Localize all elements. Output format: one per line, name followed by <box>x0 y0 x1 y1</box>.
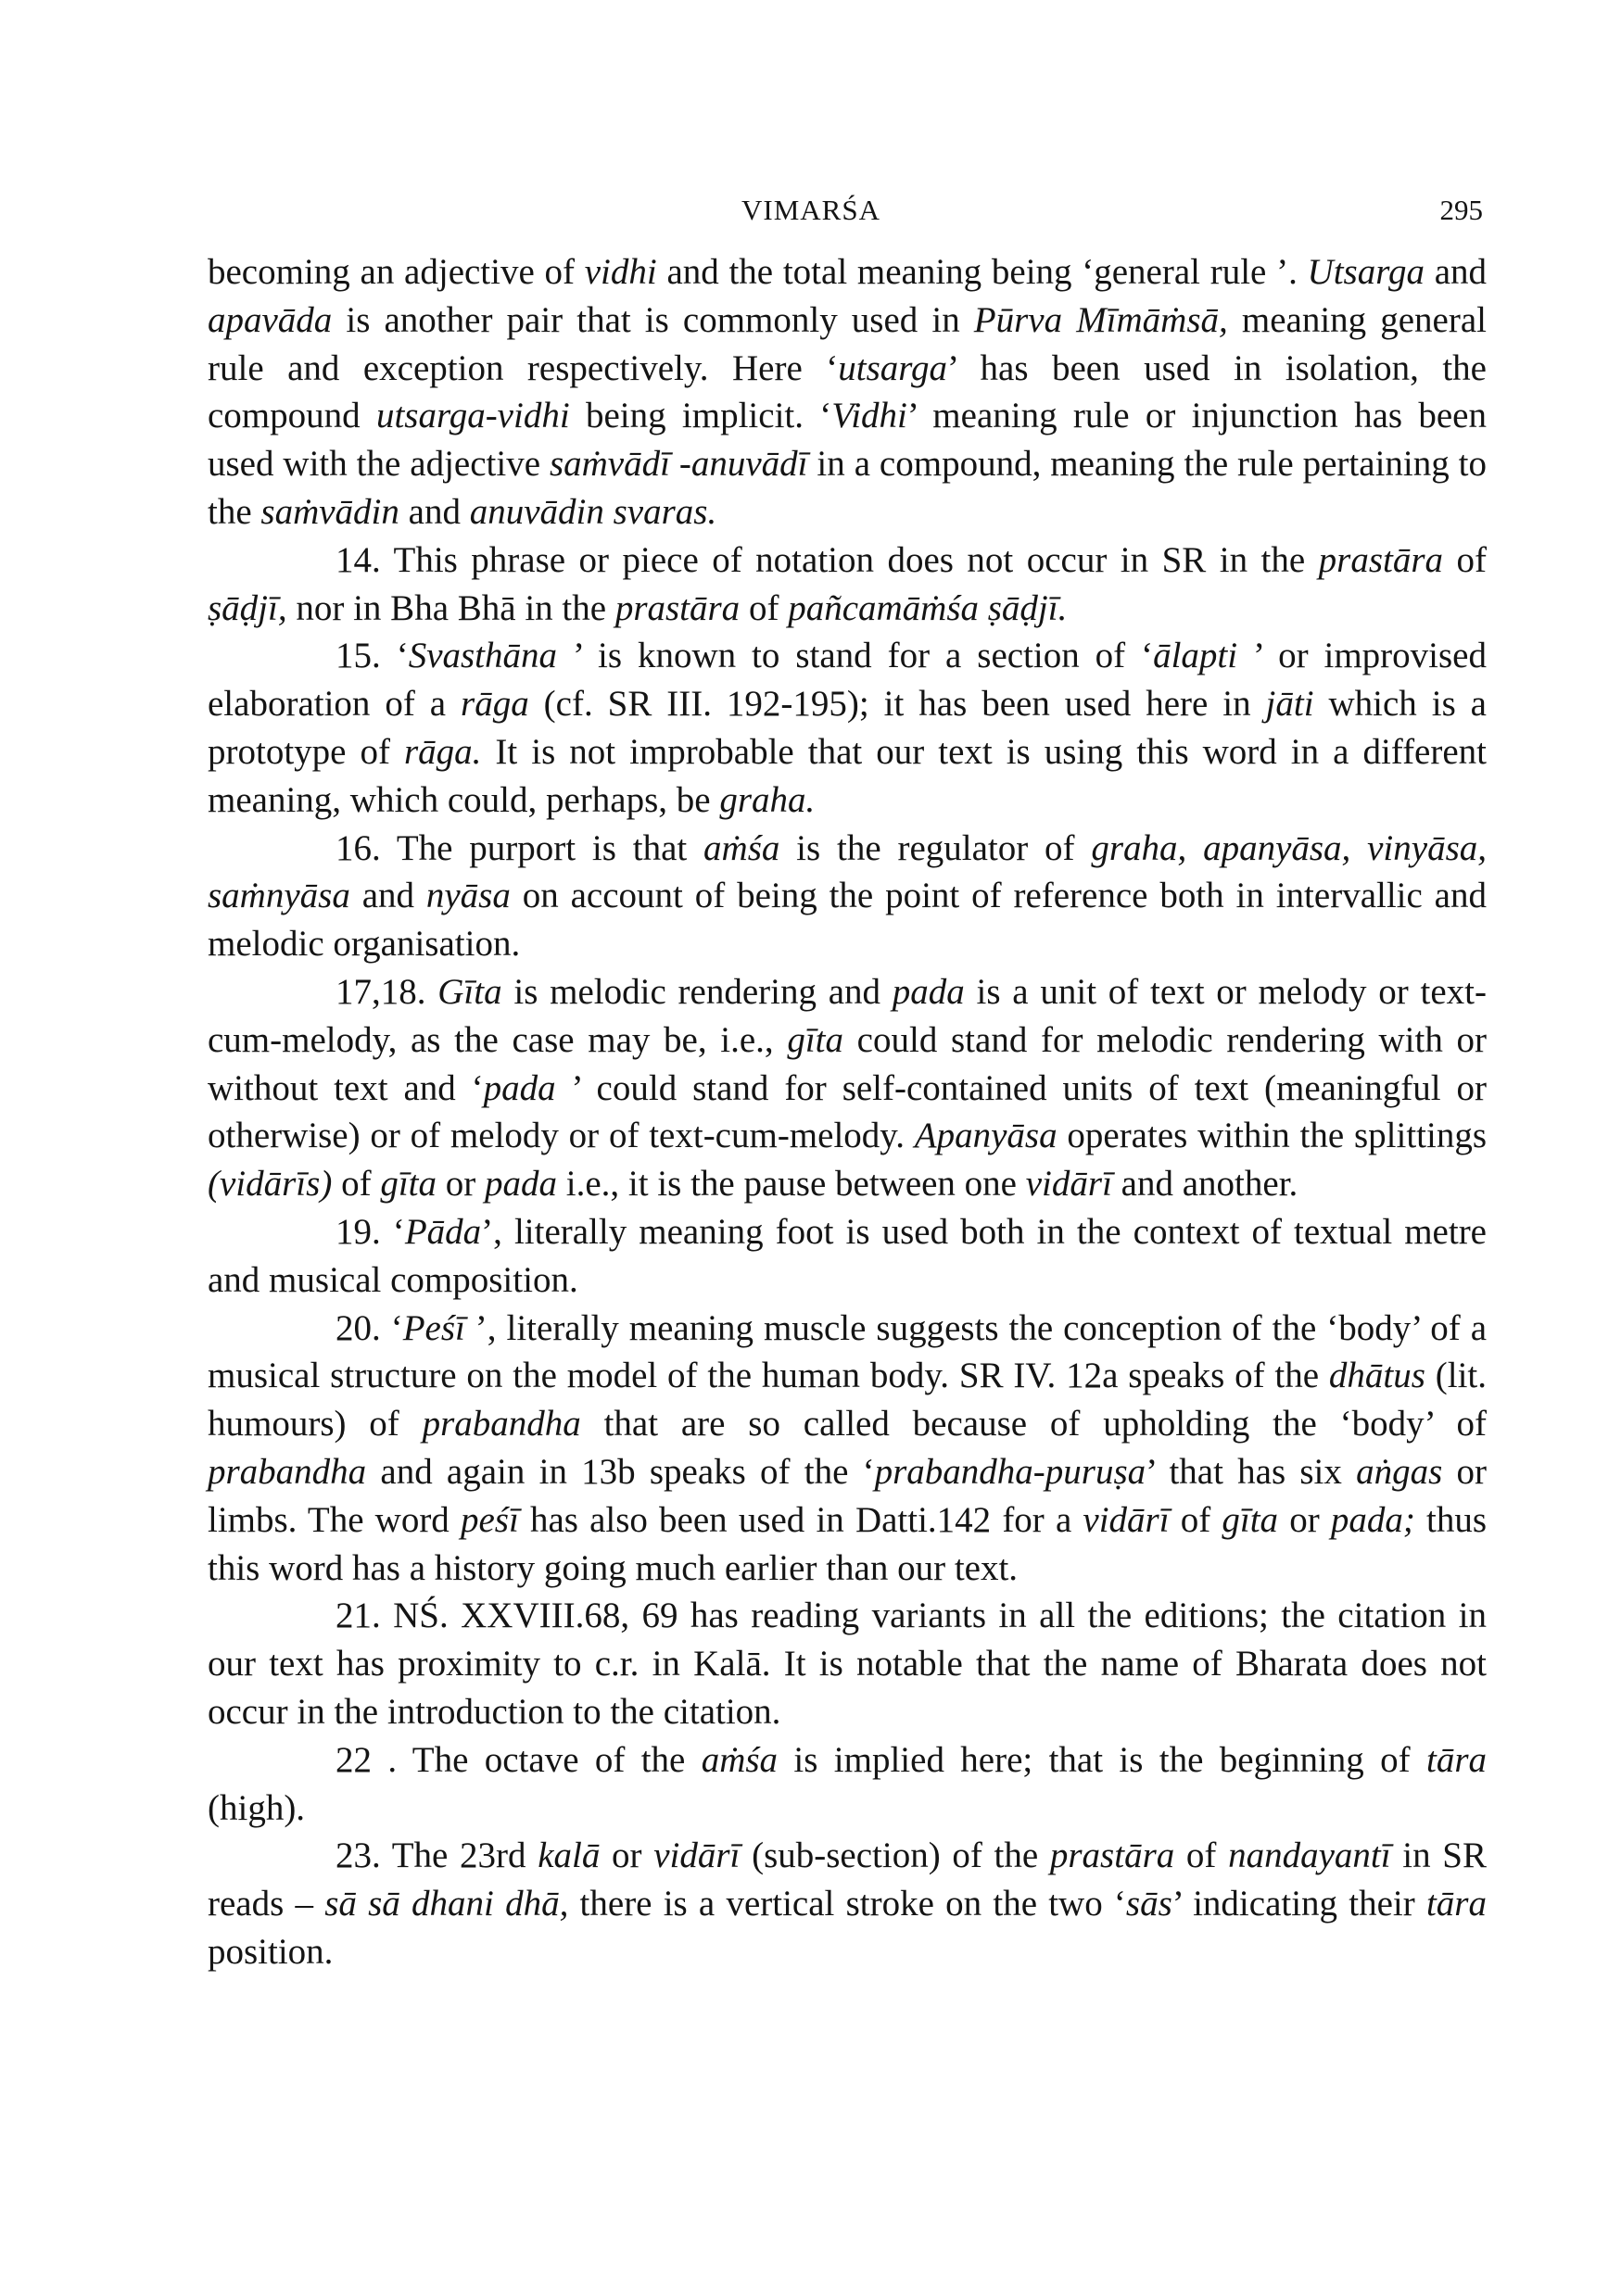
text-run: ’ that has six <box>1146 1451 1357 1492</box>
italic-term: (vidārīs) <box>208 1164 333 1205</box>
note-paragraph <box>208 825 1487 968</box>
text-run: (lit. humours) of <box>208 1356 1487 1444</box>
italic-term: prastāra <box>1049 1836 1175 1876</box>
italic-term: pada <box>892 971 965 1012</box>
italic-term: pada <box>483 1067 556 1108</box>
text-run: position. <box>208 1931 334 1972</box>
text-run: is implied here; that is the beginning of <box>778 1739 1426 1780</box>
text-run: It is not improbable that our text is using this word in a different meaning, which could, perhaps, be <box>208 731 1487 820</box>
italic-term: gīta <box>1222 1499 1279 1540</box>
italic-term: Peśī <box>402 1307 465 1348</box>
text-run: and again in 13b speaks of the ‘ <box>366 1451 875 1492</box>
italic-term: nyāsa <box>425 876 511 916</box>
italic-term: vidārī <box>1025 1164 1112 1205</box>
text-run: 20. ‘ <box>336 1307 403 1348</box>
text-run: operates within the splittings <box>1057 1116 1488 1156</box>
italic-term: Apanyāsa <box>914 1116 1057 1156</box>
italic-term: aṅgas <box>1356 1451 1443 1492</box>
text-run: ’ or improvised elaboration of a <box>208 636 1487 725</box>
text-run: 15. ‘ <box>336 636 409 676</box>
text-run: has also been used in Datti.142 for a <box>518 1499 1083 1540</box>
text-run: of <box>332 1164 381 1205</box>
text-run: nor in Bha Bhā in the <box>286 587 615 628</box>
italic-term: rāga. <box>403 731 482 772</box>
text-run: meaning general rule and exception respectively. Here ‘ <box>208 299 1487 388</box>
italic-term: saṁvādin <box>260 491 399 532</box>
italic-term: prabandha <box>422 1404 581 1444</box>
text-run: of <box>1169 1499 1222 1540</box>
italic-term: Vidhi <box>831 396 907 436</box>
italic-term: Svasthāna <box>408 636 558 676</box>
page-number: 295 <box>1439 194 1483 226</box>
italic-term: graha. <box>719 779 816 820</box>
text-run: being implicit. ‘ <box>569 396 832 436</box>
italic-term: vidhi <box>584 252 657 292</box>
italic-term: anuvādin svaras. <box>469 491 717 532</box>
text-run: thus this word has a history going much earlier than our text. <box>208 1499 1488 1588</box>
text-run: is a unit of text or melody or text-cum-melody, as the case may be, i.e., <box>208 971 1487 1060</box>
italic-term: prastāra <box>614 587 741 628</box>
note-paragraph <box>208 632 1487 824</box>
italic-term: prastāra <box>1318 539 1444 580</box>
text-run: on account of being the point of reference both in intervallic and melodic organisation. <box>208 876 1487 965</box>
italic-term: gīta <box>380 1164 437 1205</box>
text-run: which is a prototype of <box>208 684 1487 772</box>
note-paragraph <box>208 536 1487 633</box>
text-run: 16. The purport is that <box>336 827 704 868</box>
italic-term: utsarga-vidhi <box>375 396 570 436</box>
text-run: 21. NŚ. XXVIII.68, 69 has reading variants in all the editions; the citation in our text has proximity to c.r. in Kalā. It is notable that the name of Bharata does not occur in the introduction to the citation. <box>208 1596 1487 1732</box>
note-paragraph <box>208 1208 1487 1305</box>
text-run: and <box>1424 252 1488 292</box>
text-run: 22 . The octave of the <box>336 1739 702 1780</box>
italic-term: apavāda <box>208 299 333 340</box>
italic-term: pada; <box>1330 1499 1415 1540</box>
text-run: and the total meaning being ‘general rule ’. <box>656 252 1308 292</box>
italic-term: nandayantī <box>1228 1836 1391 1876</box>
text-run: ’ could stand for self-contained units of text (meaningful or otherwise) or of melody or of text-cum-melody. <box>208 1067 1487 1156</box>
note-paragraph <box>208 1736 1487 1833</box>
text-run: or limbs. The word <box>208 1451 1488 1540</box>
italic-term: pada <box>484 1164 557 1205</box>
continued-paragraph <box>208 248 1487 536</box>
note-paragraph <box>208 1592 1487 1735</box>
text-run: 14. This phrase or piece of notation does not occur in SR in the <box>336 539 1319 580</box>
italic-term: jāti <box>1265 684 1314 725</box>
text-run: in SR reads – <box>208 1836 1487 1924</box>
text-run: 17,18. <box>336 971 438 1012</box>
italic-term: Utsarga <box>1307 252 1425 292</box>
text-run: could stand for melodic rendering with or without text and ‘ <box>208 1019 1487 1108</box>
body-text <box>208 248 1487 1976</box>
text-run: of <box>740 587 789 628</box>
text-run: is another pair that is commonly used in <box>332 299 974 340</box>
text-run: ’ has been used in isolation, the compound <box>208 347 1487 436</box>
note-paragraph <box>208 1832 1487 1975</box>
text-run: there is a vertical stroke on the two ‘ <box>568 1884 1126 1924</box>
italic-term: sās <box>1125 1884 1172 1924</box>
note-paragraph <box>208 968 1487 1208</box>
italic-term: vidārī <box>653 1836 741 1876</box>
italic-term: kalā <box>538 1836 601 1876</box>
italic-term: utsarga <box>838 347 947 388</box>
text-run: ’ is known to stand for a section of ‘ <box>557 636 1154 676</box>
italic-term: aṁśa <box>701 1739 779 1780</box>
italic-term: prabandha-puruṣa <box>874 1451 1146 1492</box>
italic-term: graha, apanyāsa, vinyāsa, saṁnyāsa <box>208 827 1487 916</box>
text-run: or <box>436 1164 485 1205</box>
running-head <box>0 192 1621 229</box>
text-run: and <box>399 491 470 532</box>
italic-term: rāga <box>461 684 529 725</box>
text-run: or <box>1278 1499 1331 1540</box>
italic-term: vidārī <box>1083 1499 1170 1540</box>
text-run: is melodic rendering and <box>501 971 893 1012</box>
text-run: (cf. SR III. 192-195); it has been used here in <box>528 684 1266 725</box>
italic-term: ṣāḍjī, <box>208 587 287 628</box>
text-run: and <box>349 876 426 916</box>
text-run: ’, literally meaning muscle suggests the conception of the ‘body’ of a musical structure on the model of the human body. SR IV. 12a speaks of the <box>208 1307 1487 1396</box>
italic-term: aṁśa <box>703 827 780 868</box>
italic-term: gīta <box>787 1019 844 1060</box>
text-run: (high). <box>208 1787 306 1828</box>
italic-term: sā sā dhani dhā, <box>324 1884 569 1924</box>
italic-term: dhātus <box>1328 1356 1425 1396</box>
italic-term: peśī <box>460 1499 519 1540</box>
text-run: that are so called because of upholding the ‘body’ of <box>580 1404 1487 1444</box>
text-run: ’, literally meaning foot is used both in the context of textual metre and musical composition. <box>208 1211 1487 1300</box>
italic-term: tāra <box>1425 1739 1487 1780</box>
text-run: becoming an adjective of <box>208 252 585 292</box>
text-run: ’ meaning rule or injunction has been used with the adjective <box>208 396 1487 485</box>
text-run: (sub-section) of the <box>740 1836 1050 1876</box>
italic-term: saṁvādī -anuvādī <box>549 444 808 485</box>
running-title: VIMARŚA <box>741 194 880 226</box>
text-run: i.e., it is the pause between one <box>556 1164 1026 1205</box>
italic-term: pañcamāṁśa ṣāḍjī. <box>788 587 1068 628</box>
text-run: in a compound, meaning the rule pertaining to the <box>208 444 1488 532</box>
italic-term: ālapti <box>1153 636 1238 676</box>
text-run: is the regulator of <box>779 827 1092 868</box>
italic-term: Pūrva Mīmāṁsā, <box>973 299 1228 340</box>
italic-term: Pāda <box>404 1211 482 1252</box>
note-paragraph <box>208 1305 1487 1593</box>
text-run: and another. <box>1111 1164 1298 1205</box>
italic-term: tāra <box>1425 1884 1487 1924</box>
text-run: of <box>1174 1836 1229 1876</box>
text-run: 19. ‘ <box>336 1211 405 1252</box>
text-run: ’ indicating their <box>1171 1884 1426 1924</box>
italic-term: prabandha <box>208 1451 367 1492</box>
italic-term: Gīta <box>437 971 502 1012</box>
text-run: or <box>600 1836 654 1876</box>
text-run: of <box>1443 539 1487 580</box>
text-run: 23. The 23rd <box>336 1836 538 1876</box>
